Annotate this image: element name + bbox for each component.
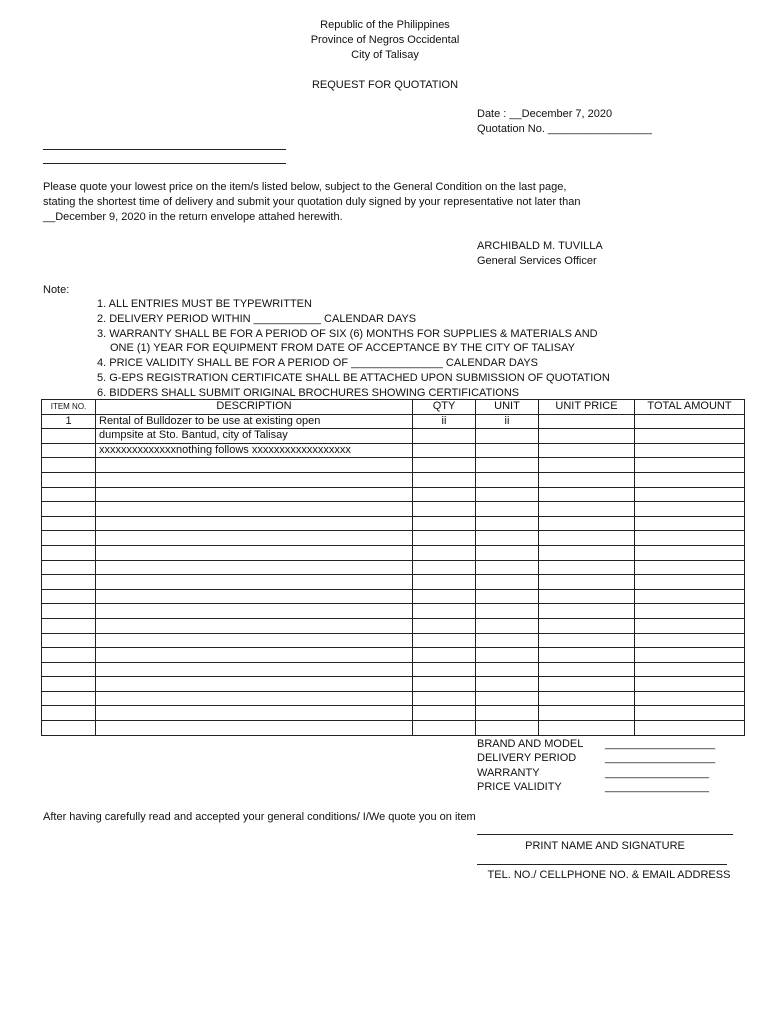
- blank-cell: [539, 618, 635, 633]
- blank-cell: [539, 560, 635, 575]
- blank-cell: [476, 575, 539, 590]
- blank-cell: [413, 575, 476, 590]
- brand-model-label: BRAND AND MODEL: [477, 738, 584, 750]
- contact-label: TEL. NO./ CELLPHONE NO. & EMAIL ADDRESS: [487, 869, 731, 881]
- blank-cell: [413, 721, 476, 736]
- blank-cell: [476, 677, 539, 692]
- blank-cell: [635, 706, 745, 721]
- blank-cell: [42, 472, 96, 487]
- col-header-description: DESCRIPTION: [96, 400, 413, 415]
- table-row-blank: [42, 560, 745, 575]
- blank-cell: [42, 648, 96, 663]
- blank-cell: [42, 618, 96, 633]
- blank-cell: [42, 458, 96, 473]
- blank-cell: [539, 677, 635, 692]
- blank-cell: [42, 677, 96, 692]
- blank-cell: [42, 560, 96, 575]
- blank-cell: [476, 648, 539, 663]
- table-row-blank: [42, 677, 745, 692]
- blank-cell: [96, 721, 413, 736]
- blank-cell: [413, 531, 476, 546]
- delivery-period-blank: __________________: [605, 752, 716, 764]
- blank-cell: [635, 531, 745, 546]
- blank-cell: [42, 691, 96, 706]
- description-cell: Rental of Bulldozer to be use at existing open: [96, 414, 413, 429]
- blank-cell: [413, 648, 476, 663]
- blank-cell: [635, 691, 745, 706]
- blank-cell: [635, 472, 745, 487]
- blank-cell: [96, 531, 413, 546]
- blank-cell: [539, 662, 635, 677]
- blank-cell: [42, 487, 96, 502]
- blank-cell: [42, 633, 96, 648]
- blank-cell: [476, 618, 539, 633]
- item-no-cell: 1: [42, 414, 96, 429]
- blank-cell: [476, 472, 539, 487]
- blank-cell: [96, 458, 413, 473]
- table-row-blank: [42, 545, 745, 560]
- blank-cell: [42, 516, 96, 531]
- blank-cell: [635, 560, 745, 575]
- blank-cell: [539, 487, 635, 502]
- blank-cell: [539, 604, 635, 619]
- note-3-continued: ONE (1) YEAR FOR EQUIPMENT FROM DATE OF ACCEPTANCE BY THE CITY OF TALISAY: [110, 342, 575, 354]
- blank-cell: [539, 545, 635, 560]
- table-row-blank: [42, 531, 745, 546]
- blank-cell: [635, 589, 745, 604]
- officer-title: General Services Officer: [477, 255, 597, 267]
- blank-cell: [413, 472, 476, 487]
- blank-cell: [635, 458, 745, 473]
- warranty-label: WARRANTY: [477, 767, 540, 779]
- blank-cell: [539, 706, 635, 721]
- blank-cell: [413, 706, 476, 721]
- blank-cell: [42, 721, 96, 736]
- blank-cell: [413, 662, 476, 677]
- blank-cell: [42, 575, 96, 590]
- blank-cell: [413, 516, 476, 531]
- blank-cell: [96, 516, 413, 531]
- blank-cell: [539, 633, 635, 648]
- blank-cell: [635, 618, 745, 633]
- blank-cell: [476, 662, 539, 677]
- document-title: REQUEST FOR QUOTATION: [311, 79, 459, 91]
- note-3: 3. WARRANTY SHALL BE FOR A PERIOD OF SIX (6) MONTHS FOR SUPPLIES & MATERIALS AND: [97, 328, 598, 340]
- blank-cell: [635, 502, 745, 517]
- description-cell: xxxxxxxxxxxxxxnothing follows xxxxxxxxxxxxxxxxxx: [96, 443, 413, 458]
- blank-cell: [413, 604, 476, 619]
- blank-cell: [539, 458, 635, 473]
- blank-cell: [96, 691, 413, 706]
- blank-cell: [96, 575, 413, 590]
- blank-cell: [413, 691, 476, 706]
- table-row-blank: [42, 458, 745, 473]
- blank-cell: [476, 545, 539, 560]
- brand-model-blank: __________________: [605, 738, 716, 750]
- blank-cell: [413, 502, 476, 517]
- blank-cell: [96, 604, 413, 619]
- blank-cell: [96, 633, 413, 648]
- note-1: 1. ALL ENTRIES MUST BE TYPEWRITTEN: [97, 298, 312, 310]
- table-row-blank: [42, 662, 745, 677]
- table-row-blank: [42, 691, 745, 706]
- blank-cell: [476, 706, 539, 721]
- items-table: [41, 399, 745, 736]
- blank-cell: [476, 560, 539, 575]
- acceptance-text: After having carefully read and accepted your general conditions/ I/We quote you on item: [43, 811, 476, 823]
- blank-cell: [413, 618, 476, 633]
- blank-cell: [42, 531, 96, 546]
- officer-name: ARCHIBALD M. TUVILLA: [477, 240, 603, 252]
- blank-cell: [42, 604, 96, 619]
- table-row-blank: [42, 472, 745, 487]
- note-label: Note:: [43, 284, 70, 296]
- unit-cell: [476, 443, 539, 458]
- blank-cell: [413, 589, 476, 604]
- blank-cell: [635, 545, 745, 560]
- addressee-line-2: [43, 163, 286, 164]
- item-no-cell: [42, 443, 96, 458]
- blank-cell: [96, 706, 413, 721]
- blank-cell: [539, 589, 635, 604]
- qty-cell: ii: [413, 414, 476, 429]
- blank-cell: [635, 677, 745, 692]
- blank-cell: [96, 487, 413, 502]
- blank-cell: [96, 618, 413, 633]
- blank-cell: [539, 516, 635, 531]
- blank-cell: [42, 662, 96, 677]
- blank-cell: [96, 472, 413, 487]
- blank-cell: [413, 677, 476, 692]
- blank-cell: [96, 662, 413, 677]
- blank-cell: [96, 545, 413, 560]
- note-2: 2. DELIVERY PERIOD WITHIN ___________ CALENDAR DAYS: [97, 313, 417, 325]
- blank-cell: [539, 691, 635, 706]
- blank-cell: [539, 472, 635, 487]
- blank-cell: [539, 721, 635, 736]
- blank-cell: [476, 633, 539, 648]
- table-row-blank: [42, 502, 745, 517]
- blank-cell: [635, 516, 745, 531]
- table-row-blank: [42, 516, 745, 531]
- table-row-blank: [42, 721, 745, 736]
- blank-cell: [96, 589, 413, 604]
- blank-cell: [96, 677, 413, 692]
- intro-line-1: Please quote your lowest price on the item/s listed below, subject to the General Condition on the last page,: [43, 181, 567, 193]
- blank-cell: [42, 589, 96, 604]
- blank-cell: [635, 648, 745, 663]
- note-4: 4. PRICE VALIDITY SHALL BE FOR A PERIOD OF _______________ CALENDAR DAYS: [97, 357, 539, 369]
- unit-price-cell: [539, 414, 635, 429]
- contact-line: [477, 864, 727, 865]
- item-no-cell: [42, 429, 96, 444]
- blank-cell: [413, 487, 476, 502]
- addressee-line-1: [43, 149, 286, 150]
- total-amount-cell: [635, 443, 745, 458]
- blank-cell: [476, 487, 539, 502]
- note-6: 6. BIDDERS SHALL SUBMIT ORIGINAL BROCHURES SHOWING CERTIFICATIONS: [97, 387, 520, 399]
- table-row: [42, 414, 745, 429]
- blank-cell: [635, 633, 745, 648]
- table-row-blank: [42, 575, 745, 590]
- quotation-number-field: Quotation No. _________________: [477, 123, 652, 135]
- total-amount-cell: [635, 429, 745, 444]
- blank-cell: [476, 721, 539, 736]
- date-field: Date : __December 7, 2020: [477, 108, 613, 120]
- blank-cell: [635, 575, 745, 590]
- blank-cell: [476, 589, 539, 604]
- header-city: City of Talisay: [351, 49, 419, 61]
- table-header-row: [42, 400, 745, 415]
- header-republic: Republic of the Philippines: [320, 19, 450, 31]
- table-row: [42, 443, 745, 458]
- price-validity-label: PRICE VALIDITY: [477, 781, 562, 793]
- col-header-unit-price: UNIT PRICE: [539, 400, 635, 415]
- unit-price-cell: [539, 429, 635, 444]
- signature-label: PRINT NAME AND SIGNATURE: [525, 840, 685, 852]
- blank-cell: [635, 721, 745, 736]
- unit-cell: ii: [476, 414, 539, 429]
- table-row-blank: [42, 618, 745, 633]
- qty-cell: [413, 429, 476, 444]
- col-header-total-amount: TOTAL AMOUNT: [635, 400, 745, 415]
- table-row-blank: [42, 487, 745, 502]
- description-cell: dumpsite at Sto. Bantud, city of Talisay: [96, 429, 413, 444]
- table-row: [42, 429, 745, 444]
- blank-cell: [413, 545, 476, 560]
- total-amount-cell: [635, 414, 745, 429]
- col-header-item-no: ITEM NO.: [42, 400, 96, 415]
- note-5: 5. G-EPS REGISTRATION CERTIFICATE SHALL BE ATTACHED UPON SUBMISSION OF QUOTATION: [97, 372, 610, 384]
- table-row-blank: [42, 706, 745, 721]
- table-row-blank: [42, 589, 745, 604]
- intro-line-3: __December 9, 2020 in the return envelope attahed herewith.: [43, 211, 343, 223]
- blank-cell: [635, 487, 745, 502]
- blank-cell: [413, 633, 476, 648]
- blank-cell: [476, 502, 539, 517]
- blank-cell: [476, 604, 539, 619]
- blank-cell: [539, 648, 635, 663]
- blank-cell: [476, 531, 539, 546]
- qty-cell: [413, 443, 476, 458]
- blank-cell: [539, 502, 635, 517]
- signature-line: [477, 834, 733, 835]
- table-row-blank: [42, 633, 745, 648]
- blank-cell: [413, 458, 476, 473]
- intro-line-2: stating the shortest time of delivery and submit your quotation duly signed by your representative not later than: [43, 196, 581, 208]
- blank-cell: [539, 575, 635, 590]
- blank-cell: [96, 560, 413, 575]
- blank-cell: [42, 502, 96, 517]
- blank-cell: [635, 662, 745, 677]
- blank-cell: [476, 516, 539, 531]
- table-row-blank: [42, 604, 745, 619]
- col-header-unit: UNIT: [476, 400, 539, 415]
- col-header-qty: QTY: [413, 400, 476, 415]
- blank-cell: [96, 648, 413, 663]
- blank-cell: [476, 458, 539, 473]
- blank-cell: [413, 560, 476, 575]
- unit-cell: [476, 429, 539, 444]
- table-row-blank: [42, 648, 745, 663]
- warranty-blank: _________________: [605, 767, 710, 779]
- delivery-period-label: DELIVERY PERIOD: [477, 752, 577, 764]
- blank-cell: [42, 545, 96, 560]
- blank-cell: [96, 502, 413, 517]
- blank-cell: [42, 706, 96, 721]
- price-validity-blank: _________________: [605, 781, 710, 793]
- unit-price-cell: [539, 443, 635, 458]
- blank-cell: [476, 691, 539, 706]
- header-province: Province of Negros Occidental: [310, 34, 460, 46]
- blank-cell: [635, 604, 745, 619]
- blank-cell: [539, 531, 635, 546]
